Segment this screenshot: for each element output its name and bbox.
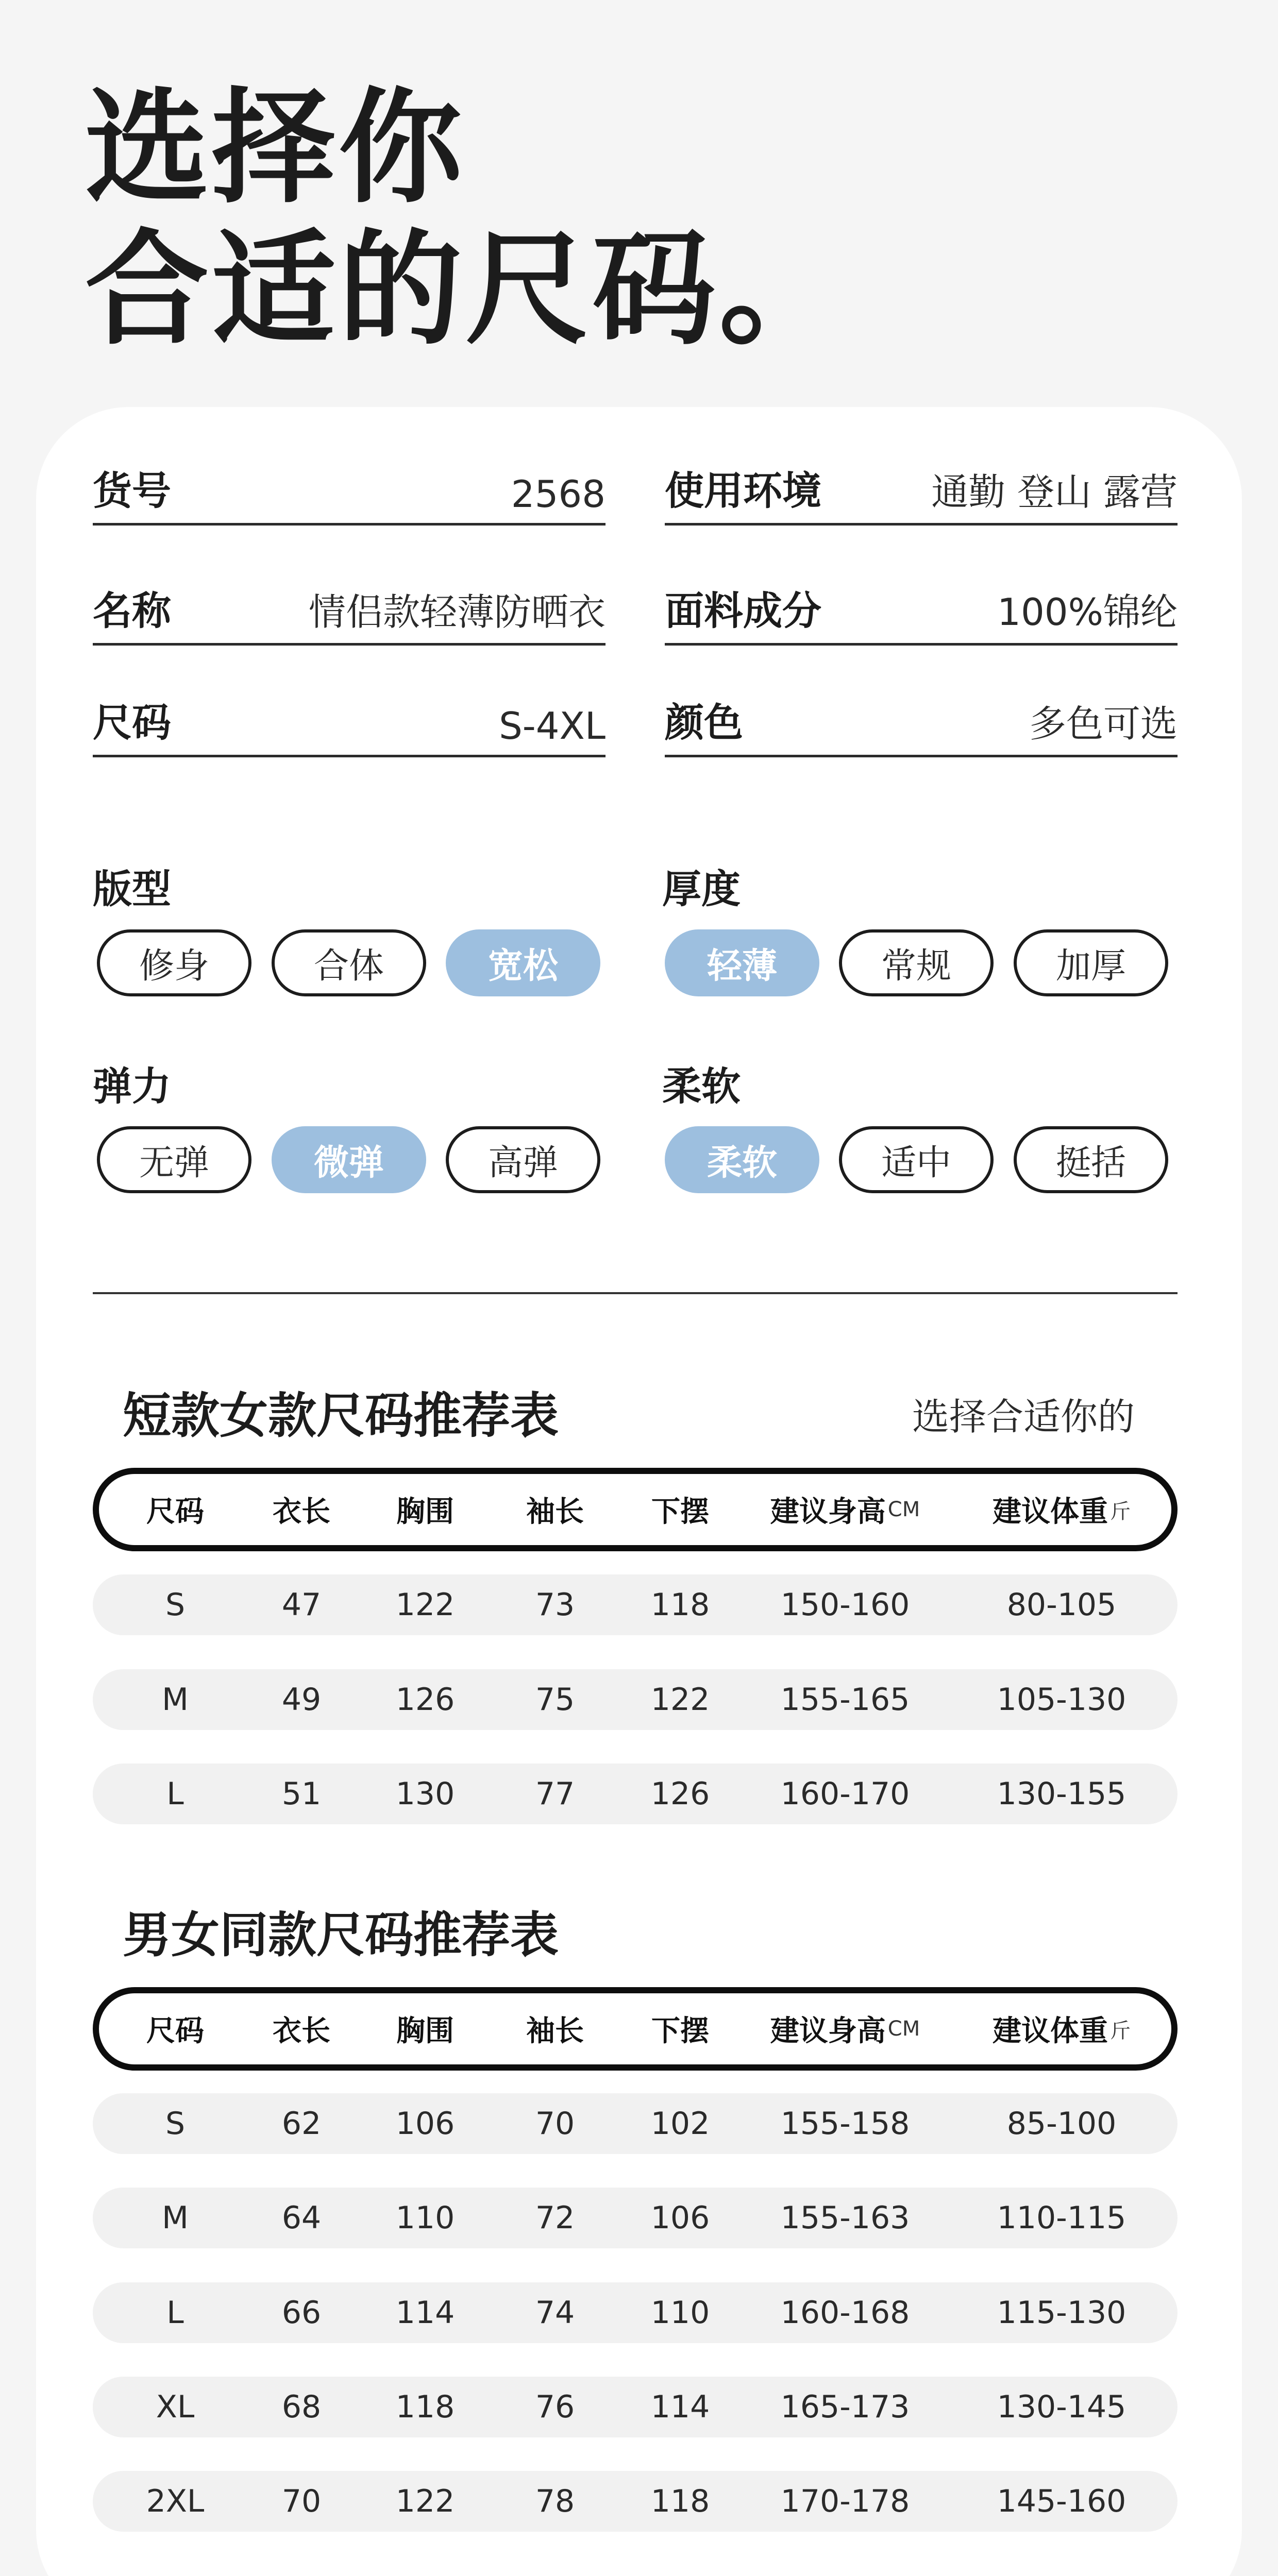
spec-environment	[665, 468, 1178, 526]
cell-size: XL	[156, 2389, 195, 2425]
cell-height: 155-163	[780, 2200, 910, 2236]
spec-fabric	[665, 588, 1178, 646]
table-women-title: 短款女款尺码推荐表	[123, 1388, 559, 1444]
cell-height: 160-168	[780, 2295, 910, 2331]
cell-weight: 80-105	[1006, 1587, 1117, 1623]
cell-length: 68	[281, 2389, 322, 2425]
table-women-note: 选择合适你的	[912, 1395, 1135, 1438]
table-row	[93, 2377, 1178, 2437]
cell-hem: 114	[650, 2389, 710, 2425]
th-length: 衣长	[273, 2014, 330, 2048]
cell-chest: 114	[395, 2295, 455, 2331]
table-women-header	[93, 1468, 1178, 1551]
pill-elasticity-slight-selected: 微弹	[272, 1126, 426, 1193]
spec-value: 情侣款轻薄防晒衣	[308, 590, 606, 634]
th-hem: 下摆	[651, 2014, 709, 2048]
th-weight-label: 建议体重	[993, 1495, 1108, 1529]
cell-length: 64	[281, 2200, 322, 2236]
cell-weight: 105-130	[997, 1682, 1126, 1718]
cell-hem: 102	[650, 2106, 710, 2142]
cell-sleeve: 75	[535, 1682, 575, 1718]
th-length: 衣长	[273, 1495, 330, 1529]
table-row	[93, 2471, 1178, 2532]
cell-weight: 115-130	[997, 2295, 1126, 2331]
spec-value: 通勤 登山 露营	[931, 470, 1178, 514]
cell-weight: 110-115	[997, 2200, 1126, 2236]
cell-weight: 145-160	[997, 2483, 1126, 2519]
cell-hem: 122	[650, 1682, 710, 1718]
cell-sleeve: 72	[535, 2200, 575, 2236]
cell-size: S	[165, 1587, 186, 1623]
cell-sleeve: 76	[535, 2389, 575, 2425]
th-chest: 胸围	[396, 2014, 454, 2048]
cell-chest: 122	[395, 1587, 455, 1623]
attr-thickness-title: 厚度	[662, 866, 741, 912]
spec-value: 多色可选	[1029, 702, 1178, 745]
hero-line-1: 选择你	[85, 76, 466, 220]
cell-chest: 130	[395, 1776, 455, 1812]
cell-chest: 106	[395, 2106, 455, 2142]
th-height-label: 建议身高	[770, 2014, 886, 2048]
spec-item-no	[93, 468, 606, 526]
cell-weight: 130-155	[997, 1776, 1126, 1812]
th-height	[770, 1474, 920, 1545]
table-row	[93, 2188, 1178, 2248]
cell-weight: 85-100	[1006, 2106, 1117, 2142]
spec-color	[665, 700, 1178, 757]
cell-length: 66	[281, 2295, 322, 2331]
cell-sleeve: 74	[535, 2295, 575, 2331]
th-height-unit: CM	[887, 1498, 920, 1521]
cell-sleeve: 70	[535, 2106, 575, 2142]
th-weight	[993, 1474, 1131, 1545]
cell-sleeve: 77	[535, 1776, 575, 1812]
th-height	[770, 1993, 920, 2064]
pill-fit-loose-selected: 宽松	[446, 929, 600, 996]
th-chest: 胸围	[396, 1495, 454, 1529]
cell-chest: 126	[395, 1682, 455, 1718]
spec-size	[93, 700, 606, 757]
th-weight-unit: 斤	[1110, 1499, 1131, 1523]
cell-size: 2XL	[146, 2483, 205, 2519]
th-sleeve: 袖长	[526, 2014, 584, 2048]
cell-hem: 126	[650, 1776, 710, 1812]
spec-value: S-4XL	[499, 704, 606, 748]
cell-size: S	[165, 2106, 186, 2142]
cell-height: 160-170	[780, 1776, 910, 1812]
cell-height: 155-165	[780, 1682, 910, 1718]
cell-hem: 118	[650, 1587, 710, 1623]
th-sleeve: 袖长	[526, 1495, 584, 1529]
cell-chest: 110	[395, 2200, 455, 2236]
cell-weight: 130-145	[997, 2389, 1126, 2425]
th-weight	[993, 1993, 1131, 2064]
pill-softness-soft-selected: 柔软	[665, 1126, 819, 1193]
cell-length: 51	[281, 1776, 322, 1812]
cell-size: L	[166, 1776, 184, 1812]
cell-chest: 122	[395, 2483, 455, 2519]
cell-size: M	[162, 1682, 189, 1718]
pill-fit-regular: 合体	[272, 929, 426, 996]
spec-key: 尺码	[93, 700, 171, 745]
cell-length: 47	[281, 1587, 322, 1623]
attr-softness-title: 柔软	[662, 1063, 741, 1109]
hero-line-2: 合适的尺码。	[85, 217, 846, 362]
cell-height: 170-178	[780, 2483, 910, 2519]
spec-value: 100%锦纶	[997, 590, 1178, 634]
spec-key: 货号	[93, 468, 171, 514]
cell-chest: 118	[395, 2389, 455, 2425]
spec-key: 使用环境	[665, 468, 821, 514]
hero-heading	[85, 77, 846, 361]
table-row	[93, 2093, 1178, 2154]
th-hem: 下摆	[651, 1495, 709, 1529]
cell-sleeve: 78	[535, 2483, 575, 2519]
pill-thickness-normal: 常规	[839, 929, 994, 996]
cell-hem: 106	[650, 2200, 710, 2236]
table-row	[93, 1574, 1178, 1635]
attr-fit-title: 版型	[93, 866, 171, 912]
table-unisex-header	[93, 1987, 1178, 2071]
table-row	[93, 1764, 1178, 1824]
cell-hem: 118	[650, 2483, 710, 2519]
section-divider	[93, 1292, 1178, 1294]
pill-softness-medium: 适中	[839, 1126, 994, 1193]
pill-softness-stiff: 挺括	[1014, 1126, 1168, 1193]
spec-value: 2568	[511, 472, 606, 516]
cell-length: 70	[281, 2483, 322, 2519]
th-weight-unit: 斤	[1110, 2019, 1131, 2043]
cell-length: 49	[281, 1682, 322, 1718]
cell-height: 150-160	[780, 1587, 910, 1623]
cell-size: M	[162, 2200, 189, 2236]
cell-height: 165-173	[780, 2389, 910, 2425]
th-height-label: 建议身高	[770, 1495, 886, 1529]
cell-size: L	[166, 2295, 184, 2331]
table-unisex-title: 男女同款尺码推荐表	[123, 1907, 559, 1963]
th-size: 尺码	[146, 2014, 204, 2048]
cell-sleeve: 73	[535, 1587, 575, 1623]
cell-height: 155-158	[780, 2106, 910, 2142]
table-row	[93, 2282, 1178, 2343]
spec-name	[93, 588, 606, 646]
pill-thickness-thin-selected: 轻薄	[665, 929, 819, 996]
table-row	[93, 1669, 1178, 1730]
pill-thickness-thick: 加厚	[1014, 929, 1168, 996]
th-weight-label: 建议体重	[993, 2014, 1108, 2048]
pill-elasticity-none: 无弹	[97, 1126, 251, 1193]
th-size: 尺码	[146, 1495, 204, 1529]
th-height-unit: CM	[887, 2017, 920, 2041]
spec-key: 名称	[93, 588, 171, 634]
cell-hem: 110	[650, 2295, 710, 2331]
spec-key: 颜色	[665, 700, 743, 745]
pill-fit-slim: 修身	[97, 929, 251, 996]
spec-key: 面料成分	[665, 588, 821, 634]
pill-elasticity-high: 高弹	[446, 1126, 600, 1193]
cell-length: 62	[281, 2106, 322, 2142]
attr-elasticity-title: 弹力	[93, 1063, 171, 1109]
